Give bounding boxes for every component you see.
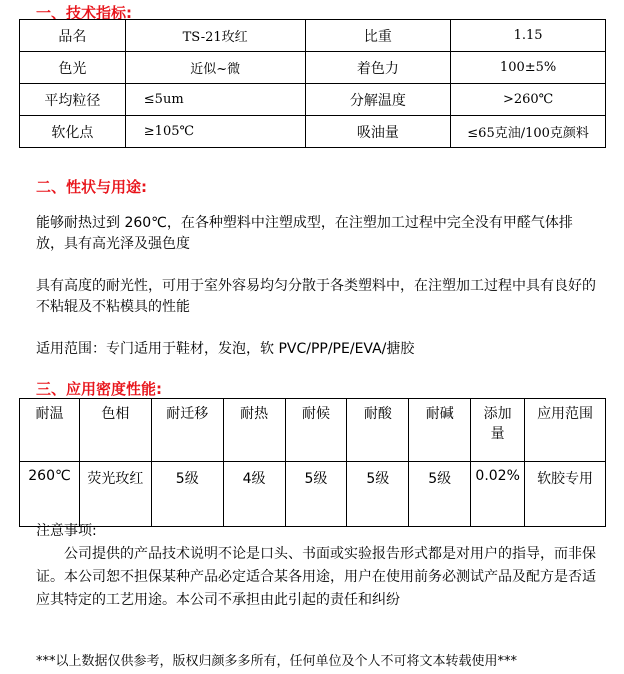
column-header: 耐热 — [223, 399, 285, 462]
spec-value: ≤65克油/100克颜料 — [451, 116, 606, 148]
spec-value: ≥105℃ — [125, 116, 305, 148]
spec-value: TS-21玫红 — [125, 20, 305, 52]
performance-table — [19, 398, 606, 527]
section-title-spec: 一、技术指标: — [36, 4, 132, 22]
usage-paragraph-1: 能够耐热过到 260℃，在各种塑料中注塑成型，在注塑加工过程中完全没有甲醛气体排放，具有高光泽及强色度 — [36, 215, 573, 252]
table-cell: 4级 — [223, 462, 285, 527]
spec-value: 100±5% — [451, 52, 606, 84]
section-title-usage: 二、性状与用途: — [36, 178, 147, 196]
spec-value: 近似~微 — [125, 52, 305, 84]
notice-title: 注意事项: — [36, 523, 97, 539]
column-header: 耐酸 — [347, 399, 409, 462]
spec-label: 色光 — [20, 52, 126, 84]
table-cell: 5级 — [409, 462, 471, 527]
spec-value: >260℃ — [451, 84, 606, 116]
table-cell: 软胶专用 — [525, 462, 606, 527]
spec-label: 品名 — [20, 20, 126, 52]
table-row — [20, 462, 606, 527]
table-row — [20, 116, 606, 148]
copyright-footer: ***以上数据仅供参考，版权归颜多多所有，任何单位及个人不可将文本转载使用*** — [36, 654, 518, 669]
table-header-row — [20, 399, 606, 462]
spec-label: 着色力 — [305, 52, 451, 84]
column-header: 应用范围 — [525, 399, 606, 462]
column-header: 色相 — [79, 399, 151, 462]
spec-label: 软化点 — [20, 116, 126, 148]
table-row — [20, 52, 606, 84]
table-row — [20, 84, 606, 116]
column-header: 耐碱 — [409, 399, 471, 462]
column-header: 耐候 — [285, 399, 347, 462]
spec-label: 分解温度 — [305, 84, 451, 116]
table-row — [20, 20, 606, 52]
spec-label: 比重 — [305, 20, 451, 52]
section-title-performance: 三、应用密度性能: — [36, 380, 162, 398]
spec-label: 平均粒径 — [20, 84, 126, 116]
table-cell: 5级 — [285, 462, 347, 527]
spec-table — [19, 19, 606, 148]
notice-body: 公司提供的产品技术说明不论是口头、书面或实验报告形式都是对用户的指导，而非保证。本公司恕不担保某种产品必定适合某各用途，用户在使用前务必测试产品及配方是否适应其特定的工艺用途。本公司不承担由此引起的责任和纠纷 — [36, 546, 596, 608]
column-header: 耐迁移 — [151, 399, 223, 462]
usage-paragraph-2: 具有高度的耐光性，可用于室外容易均匀分散于各类塑料中，在注塑加工过程中具有良好的不粘辊及不粘模具的性能 — [36, 278, 596, 315]
table-cell: 5级 — [151, 462, 223, 527]
table-cell: 260℃ — [20, 462, 80, 527]
table-cell: 5级 — [347, 462, 409, 527]
column-header: 耐温 — [20, 399, 80, 462]
spec-value: 1.15 — [451, 20, 606, 52]
column-header: 添加量 — [471, 399, 525, 462]
usage-scope: 适用范围：专门适用于鞋材，发泡，软 PVC/PP/PE/EVA/搪胶 — [36, 341, 415, 357]
table-cell: 0.02% — [471, 462, 525, 527]
spec-value: ≤5um — [125, 84, 305, 116]
spec-label: 吸油量 — [305, 116, 451, 148]
table-cell: 荧光玫红 — [79, 462, 151, 527]
